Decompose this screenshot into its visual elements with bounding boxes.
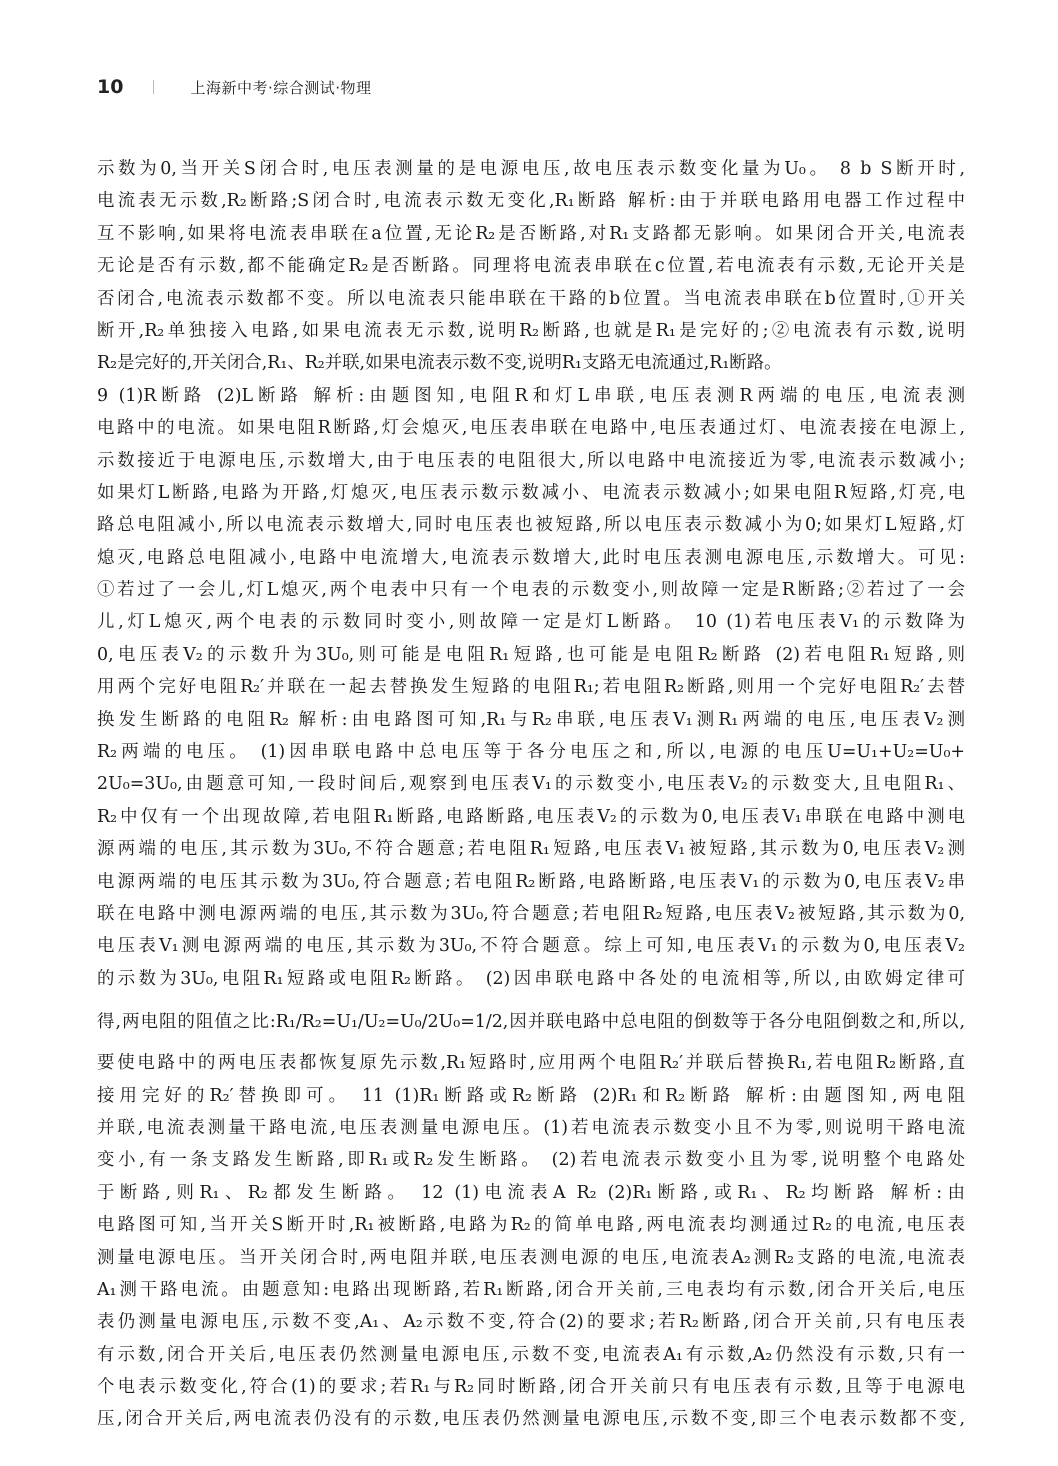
answer-text [97,153,965,1436]
text-line: 接用完好的R₂′替换即可。 11 (1)R₁断路或R₂断路 (2)R₁和R₂断路 解析:由题图知,两电阻 [97,1085,965,1106]
text-line: 电路图可知,当开关S断开时,R₁被断路,电路为R₂的简单电路,两电流表均测通过R₂的电流,电压表 [97,1215,965,1236]
text-line: 电压表V₁测电源两端的电压,其示数为3U₀,不符合题意。综上可知,电压表V₁的示数为0,电压表V₂ [97,936,965,957]
page-number: 10 [97,76,124,98]
text-line: 源两端的电压,其示数为3U₀,不符合题意;若电阻R₁短路,电压表V₁被短路,其示数为0,电压表V₂测 [97,839,965,860]
formula-line: 得,两电阻的阻值之比:R₁/R₂=U₁/U₂=U₀/2U₀=1/2,因并联电路中总电阻的倒数等于各分电阻倒数之和,所以, [97,1012,965,1033]
header-divider [153,80,154,94]
text-line: 无论是否有示数,都不能确定R₂是否断路。同理将电流表串联在c位置,若电流表有示数,无论开关是 [97,256,965,277]
text-line: 如果灯L断路,电路为开路,灯熄灭,电压表示数示数减小、电流表示数减小;如果电阻R短路,灯亮,电 [97,482,965,503]
text-line: 用两个完好电阻R₂′并联在一起去替换发生短路的电阻R₁;若电阻R₂断路,则用一个完好电阻R₂′去替 [97,677,965,698]
page-header [97,72,372,102]
text-line: 个电表示数变化,符合(1)的要求;若R₁与R₂同时断路,闭合开关前只有电压表有示数,且等于电源电 [97,1377,965,1398]
text-line: 路总电阻减小,所以电流表示数增大,同时电压表也被短路,所以电压表示数减小为0;如果灯L短路,灯 [97,515,965,536]
text-line: 于断路,则R₁、R₂都发生断路。 12 (1)电流表A R₂ (2)R₁断路,或R₁、R₂均断路 解析:由 [97,1182,965,1203]
text-line: 的示数为3U₀,电阻R₁短路或电阻R₂断路。 (2)因串联电路中各处的电流相等,所以,由欧姆定律可 [97,968,965,989]
text-line: 示数接近于电源电压,示数增大,由于电压表的电阻很大,所以电路中电流接近为零,电流表示数减小; [97,450,965,471]
text-line: A₁测干路电流。由题意知:电路出现断路,若R₁断路,闭合开关前,三电表均有示数,闭合开关后,电压 [97,1279,965,1300]
text-line: 断开,R₂单独接入电路,如果电流表无示数,说明R₂断路,也就是R₁是完好的;②电流表有示数,说明 [97,320,965,341]
text-line: 9 (1)R断路 (2)L断路 解析:由题图知,电阻R和灯L串联,电压表测R两端的电压,电流表测 [97,385,965,406]
text-line: 互不影响,如果将电流表串联在a位置,无论R₂是否断路,对R₁支路都无影响。如果闭合开关,电流表 [97,223,965,244]
text-line: 电源两端的电压其示数为3U₀,符合题意;若电阻R₂断路,电路断路,电压表V₁的示数为0,电压表V₂串 [97,871,965,892]
book-title: 上海新中考·综合测试·物理 [190,78,372,97]
text-line: 示数为0,当开关S闭合时,电压表测量的是电源电压,故电压表示数变化量为U₀。 8 b S断开时, [97,159,965,179]
text-line: R₂两端的电压。 (1)因串联电路中总电压等于各分电压之和,所以,电源的电压U=U₁+U₂=U₀+ [97,742,965,763]
text-line: 测量电源电压。当开关闭合时,两电阻并联,电压表测电源的电压,电流表A₂测R₂支路的电流,电流表 [97,1247,965,1268]
text-line: 电流表无示数,R₂断路;S闭合时,电流表示数无变化,R₁断路 解析:由于并联电路用电器工作过程中 [97,191,965,212]
text-line: 熄灭,电路总电阻减小,电路中电流增大,电流表示数增大,此时电压表测电源电压,示数增大。可见: [97,547,965,568]
text-line: 并联,电流表测量干路电流,电压表测量电源电压。(1)若电流表示数变小且不为零,则说明干路电流 [97,1117,965,1138]
text-line: 压,闭合开关后,两电流表仍没有的示数,电压表仍然测量电源电压,示数不变,即三个电表示数都不变, [97,1409,965,1430]
text-line: R₂中仅有一个出现故障,若电阻R₁断路,电路断路,电压表V₂的示数为0,电压表V₁串联在电路中测电 [97,806,965,827]
text-line: ①若过了一会儿,灯L熄灭,两个电表中只有一个电表的示数变小,则故障一定是R断路;②若过了一会 [97,580,965,601]
text-line: 有示数,闭合开关后,电压表仍然测量电源电压,示数不变,电流表A₁有示数,A₂仍然没有示数,只有一 [97,1344,965,1365]
text-line: 表仍测量电源电压,示数不变,A₁、A₂示数不变,符合(2)的要求;若R₂断路,闭合开关前,只有电压表 [97,1312,965,1333]
text-line: 联在电路中测电源两端的电压,其示数为3U₀,符合题意;若电阻R₂短路,电压表V₂被短路,其示数为0, [97,903,965,924]
text-line: 电路中的电流。如果电阻R断路,灯会熄灭,电压表串联在电路中,电压表通过灯、电流表接在电源上, [97,418,965,439]
text-line: 否闭合,电流表示数都不变。所以电流表只能串联在干路的b位置。当电流表串联在b位置时,①开关 [97,288,965,309]
text-line: 要使电路中的两电压表都恢复原先示数,R₁短路时,应用两个电阻R₂′并联后替换R₁,若电阻R₂断路,直 [97,1053,965,1074]
text-line: 换发生断路的电阻R₂ 解析:由电路图可知,R₁与R₂串联,电压表V₁测R₁两端的电压,电压表V₂测 [97,709,965,730]
text-line: R₂是完好的,开关闭合,R₁、R₂并联,如果电流表示数不变,说明R₁支路无电流通过,R₁断路。 [97,353,782,374]
text-line: 儿,灯L熄灭,两个电表的示数同时变小,则故障一定是灯L断路。 10 (1)若电压表V₁的示数降为 [97,612,965,633]
text-line: 0,电压表V₂的示数升为3U₀,则可能是电阻R₁短路,也可能是电阻R₂断路 (2)若电阻R₁短路,则 [97,644,965,665]
text-line: 变小,有一条支路发生断路,即R₁或R₂发生断路。 (2)若电流表示数变小且为零,说明整个电路处 [97,1150,965,1171]
text-line: 2U₀=3U₀,由题意可知,一段时间后,观察到电压表V₁的示数变小,电压表V₂的示数变大,且电阻R₁、 [97,774,965,795]
